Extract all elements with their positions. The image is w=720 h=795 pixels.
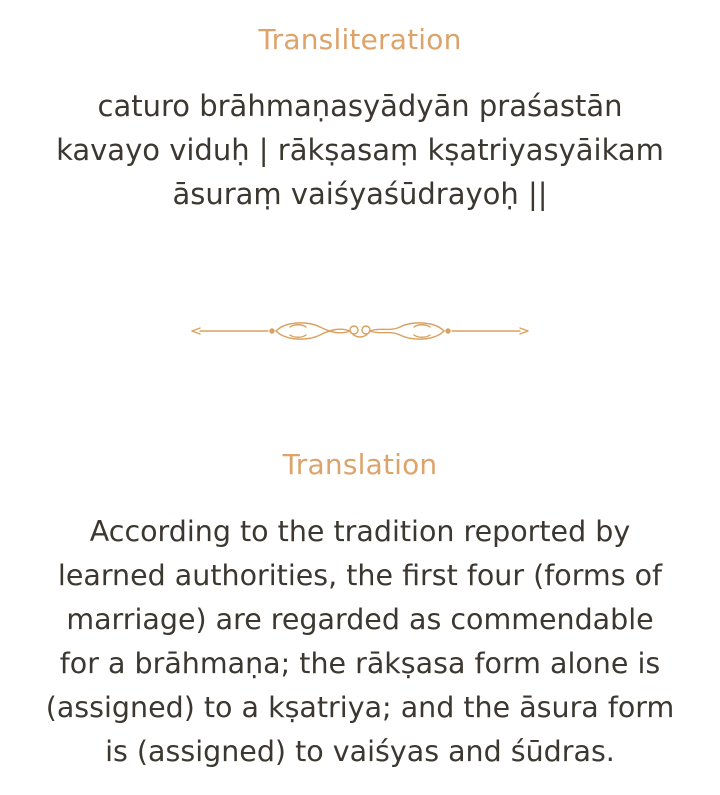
transliteration-line: caturo brāhmaṇasyādyān praśastān — [97, 89, 623, 123]
translation-heading: Translation — [282, 448, 438, 481]
ornamental-divider-icon — [190, 313, 530, 349]
translation-text — [20, 510, 700, 774]
translation-line: learned authorities, the first four (forms of — [57, 559, 663, 592]
translation-line: is (assigned) to vaiśyas and śūdras. — [105, 735, 615, 768]
transliteration-heading: Transliteration — [258, 23, 462, 56]
transliteration-text — [20, 84, 700, 216]
translation-line: According to the tradition reported by — [89, 515, 631, 548]
translation-line: for a brāhmaṇa; the rākṣasa form alone is — [59, 647, 661, 680]
translation-line: marriage) are regarded as commendable — [66, 603, 654, 636]
transliteration-line: kavayo viduḥ | rākṣasaṃ kṣatriyasyāikam — [56, 133, 664, 167]
transliteration-line: āsuraṃ vaiśyaśūdrayoḥ || — [172, 177, 548, 211]
translation-line: (assigned) to a kṣatriya; and the āsura form — [45, 691, 675, 724]
